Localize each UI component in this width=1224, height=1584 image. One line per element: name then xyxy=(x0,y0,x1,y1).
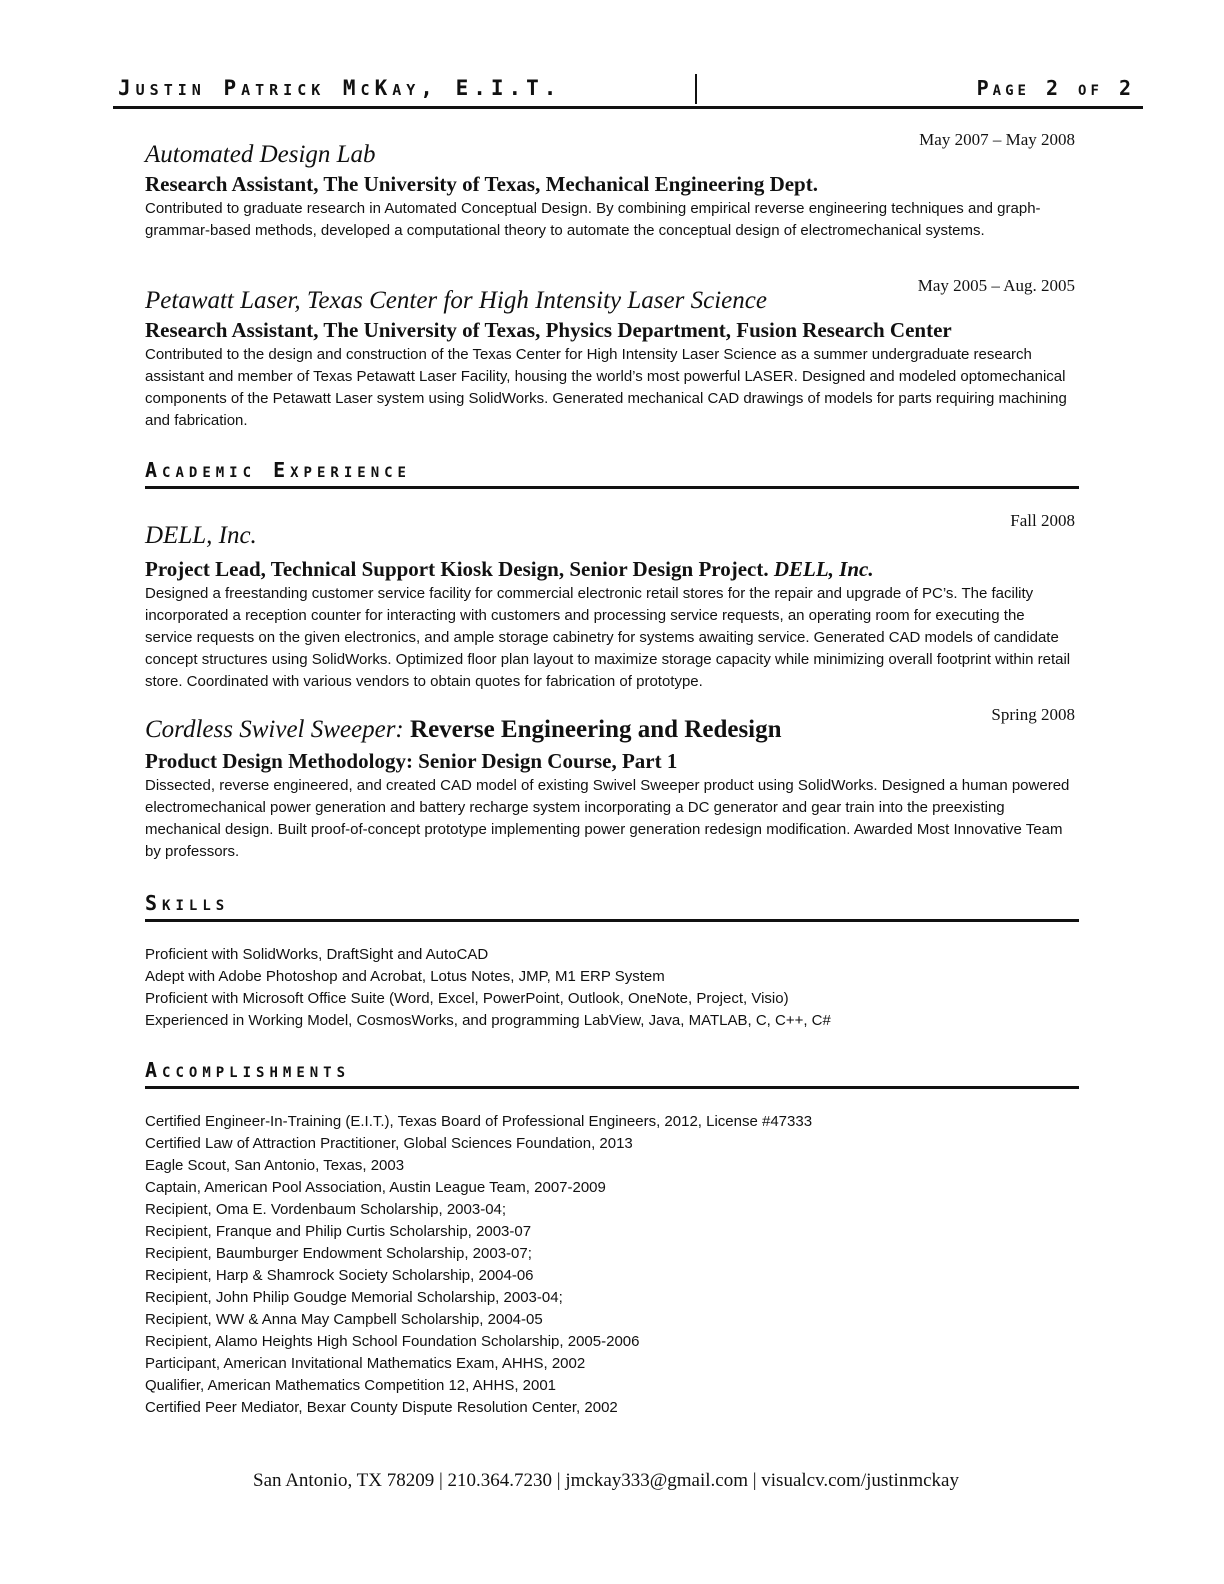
entry-petawatt-laser xyxy=(145,276,1079,432)
entry-role xyxy=(145,555,1079,583)
entry-automated-design-lab xyxy=(145,130,1079,242)
entry-date: Fall 2008 xyxy=(1010,511,1075,530)
entry-description: Contributed to graduate research in Automated Conceptual Design. By combining empirical reverse engineering techniques and graph-grammar-based methods, developed a computational theory to automate the conceptual design of electromechanical systems. xyxy=(145,200,1041,239)
skill-item: Proficient with SolidWorks, DraftSight and AutoCAD xyxy=(145,946,489,963)
footer-contact: San Antonio, TX 78209 | 210.364.7230 | jmckay333@gmail.com | visualcv.com/justinmckay xyxy=(253,1470,959,1491)
skill-item: Experienced in Working Model, CosmosWorks, and programming LabView, Java, MATLAB, C, C++, C# xyxy=(145,1012,831,1029)
accomplishment-item: Certified Law of Attraction Practitioner, Global Sciences Foundation, 2013 xyxy=(145,1135,633,1152)
entry-description: Dissected, reverse engineered, and created CAD model of existing Swivel Sweeper product using SolidWorks. Designed a human powered electromechanical power generation and battery recharge system incorporating a DC generator and gear train into the preexisting mechanical design. Built proof-of-concept prototype implementing power generation redesign modification. Awarded Most Innovative Team by professors. xyxy=(145,777,1070,860)
entry-title-upright: Reverse Engineering and Redesign xyxy=(410,716,782,743)
accomplishment-item: Eagle Scout, San Antonio, Texas, 2003 xyxy=(145,1157,405,1174)
entry-date: Spring 2008 xyxy=(991,705,1075,724)
entry-role-text: Project Lead, Technical Support Kiosk Design, Senior Design Project. xyxy=(145,557,769,581)
entry-role: Research Assistant, The University of Texas, Mechanical Engineering Dept. xyxy=(145,172,818,196)
section-heading-academic: Academic Experience xyxy=(145,458,1079,489)
header-divider xyxy=(695,74,697,104)
accomplishments-list xyxy=(145,1111,1079,1419)
entry-description: Designed a freestanding customer service facility for commercial electronic retail stores for the repair and upgrade of PC’s. The facility incorporated a reception counter for interacting with customers and processing service requests, an operating room for executing the service requests on the given electronics, and ample storage cabinetry for systems awaiting service. Generated CAD models of candidate concept structures using SolidWorks. Optimized floor plan layout to maximize storage capacity while minimizing overall footprint within retail store. Coordinated with various vendors to obtain quotes for fabrication of prototype. xyxy=(145,585,1071,690)
section-heading-skills: Skills xyxy=(145,891,1079,922)
entry-date: May 2005 – Aug. 2005 xyxy=(917,276,1075,295)
entry-title xyxy=(145,715,1079,745)
entry-title-italic: Cordless Swivel Sweeper: xyxy=(145,716,404,743)
accomplishment-item: Qualifier, American Mathematics Competition 12, AHHS, 2001 xyxy=(145,1377,557,1394)
entry-date: May 2007 – May 2008 xyxy=(919,130,1075,149)
accomplishment-item: Recipient, Oma E. Vordenbaum Scholarship, 2003-04; xyxy=(145,1201,507,1218)
accomplishment-item: Certified Engineer-In-Training (E.I.T.), Texas Board of Professional Engineers, 2012, License #47333 xyxy=(145,1113,813,1130)
entry-swivel-sweeper xyxy=(145,705,1079,863)
accomplishment-item: Recipient, Alamo Heights High School Foundation Scholarship, 2005-2006 xyxy=(145,1333,640,1350)
entry-dell xyxy=(145,511,1079,693)
entry-role: Product Design Methodology: Senior Design Course, Part 1 xyxy=(145,749,678,773)
skill-item: Adept with Adobe Photoshop and Acrobat, Lotus Notes, JMP, M1 ERP System xyxy=(145,968,665,985)
entry-title: DELL, Inc. xyxy=(145,522,257,549)
accomplishment-item: Recipient, Harp & Shamrock Society Scholarship, 2004-06 xyxy=(145,1267,534,1284)
entry-description: Contributed to the design and construction of the Texas Center for High Intensity Laser Science as a summer undergraduate research assistant and member of Texas Petawatt Laser Facility, housing the world’s most powerful LASER. Designed and modeled optomechanical components of the Petawatt Laser system using SolidWorks. Generated mechanical CAD drawings of models for parts requiring machining and fabrication. xyxy=(145,346,1067,429)
entry-role: Research Assistant, The University of Texas, Physics Department, Fusion Research Center xyxy=(145,318,952,342)
accomplishment-item: Certified Peer Mediator, Bexar County Dispute Resolution Center, 2002 xyxy=(145,1399,618,1416)
accomplishment-item: Recipient, Baumburger Endowment Scholarship, 2003-07; xyxy=(145,1245,532,1262)
section-heading-accomplishments: Accomplishments xyxy=(145,1058,1079,1089)
accomplishment-item: Participant, American Invitational Mathematics Exam, AHHS, 2002 xyxy=(145,1355,586,1372)
resume-name: Justin Patrick McKay, E.I.T. xyxy=(118,76,562,100)
accomplishment-item: Recipient, Franque and Philip Curtis Scholarship, 2003-07 xyxy=(145,1223,532,1240)
skills-list xyxy=(145,944,1079,1032)
entry-title: Automated Design Lab xyxy=(145,141,376,168)
accomplishment-item: Recipient, John Philip Goudge Memorial Scholarship, 2003-04; xyxy=(145,1289,563,1306)
entry-title: Petawatt Laser, Texas Center for High Intensity Laser Science xyxy=(145,287,767,314)
accomplishment-item: Recipient, WW & Anna May Campbell Scholarship, 2004-05 xyxy=(145,1311,543,1328)
skill-item: Proficient with Microsoft Office Suite (Word, Excel, PowerPoint, Outlook, OneNote, Project, Visio) xyxy=(145,990,789,1007)
entry-role-company: DELL, Inc. xyxy=(773,557,874,581)
page-header xyxy=(113,74,1143,109)
page-number: Page 2 of 2 xyxy=(976,76,1135,100)
accomplishment-item: Captain, American Pool Association, Austin League Team, 2007-2009 xyxy=(145,1179,606,1196)
